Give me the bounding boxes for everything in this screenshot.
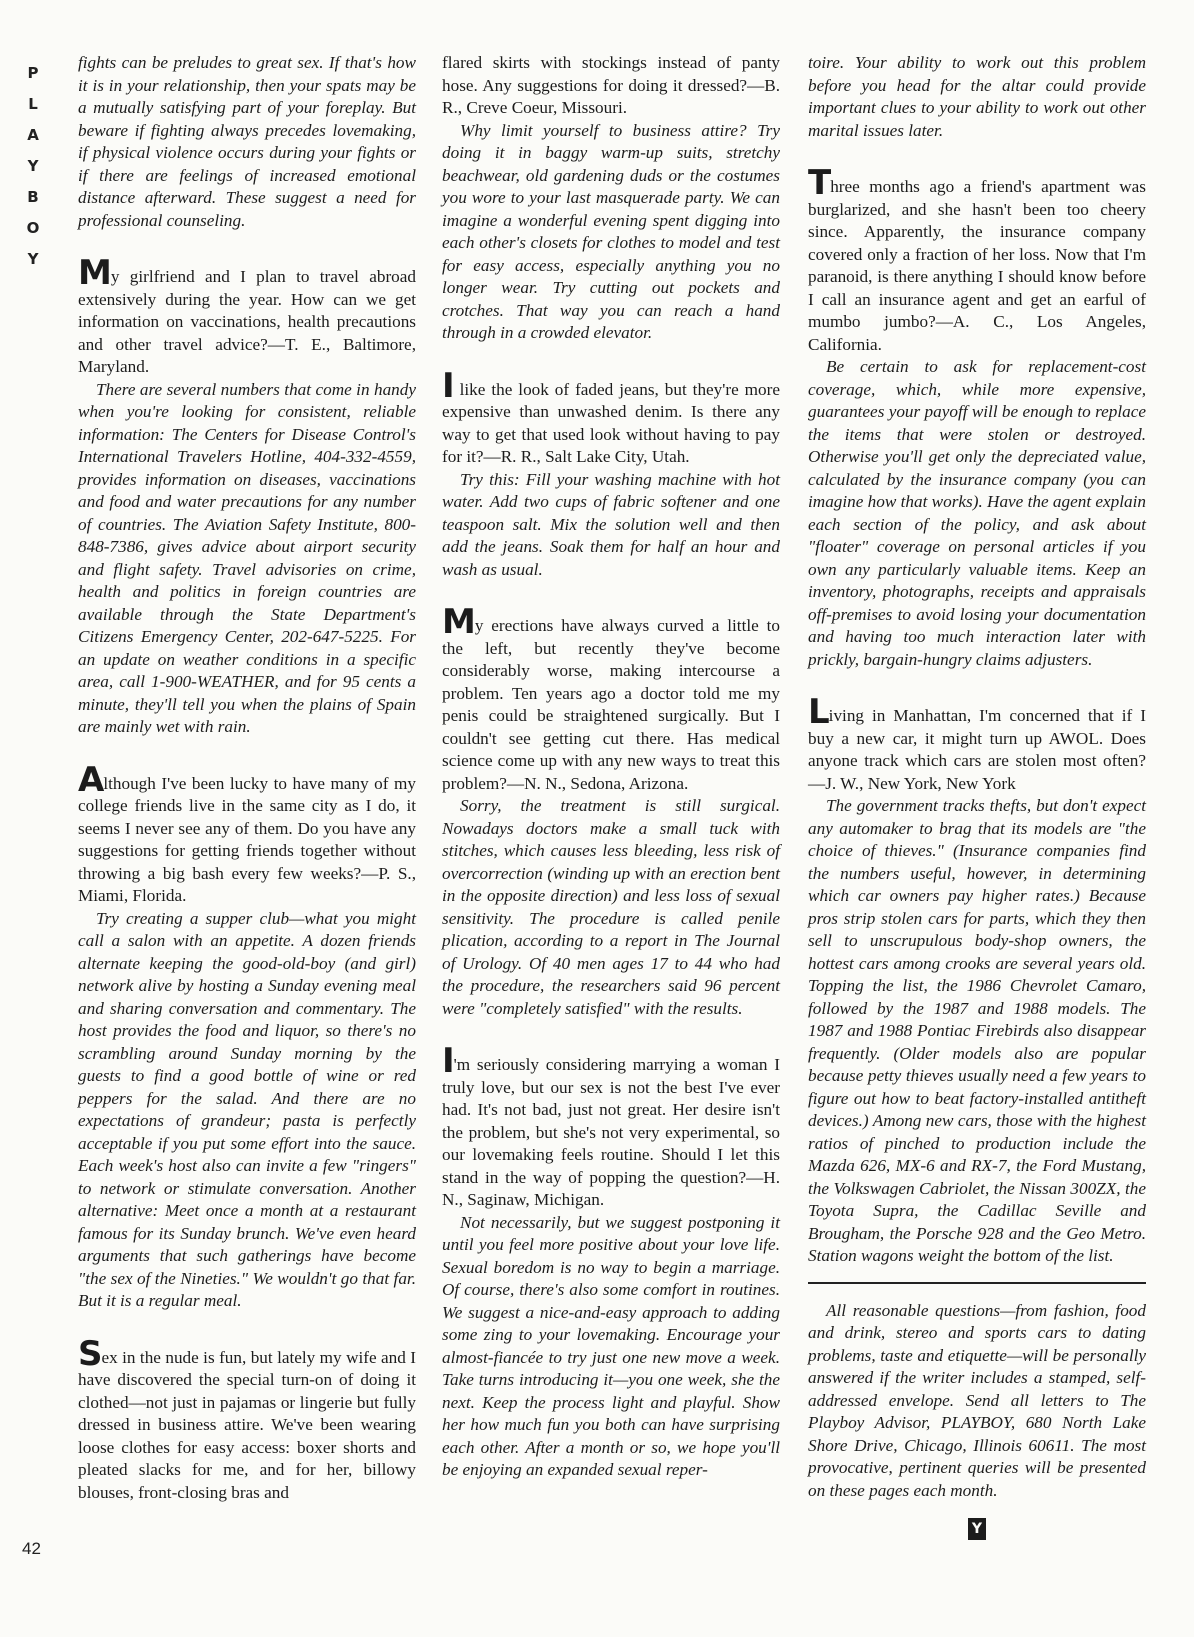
answer-text: Sorry, the treatment is still surgical. Nowadays doctors make a small tuck with stitches, which causes less bleeding, less risk of overcorrection (winding up with an erection bent in the opposite direction) and less loss of sexual sensitivity. The procedure is called penile plication, according to a report in The Journal of Urology. Of 40 men ages 17 to 44 who had the procedure, the researchers said 96 percent were "completely satisfied" with the results. (442, 796, 780, 1018)
rabbit-logo-icon: Y (968, 1518, 986, 1540)
question-body: like the look of faded jeans, but they're more expensive than unwashed denim. Is there any way to get that used look without having to pay for it?—R. R., Salt Lake City, Utah. (442, 379, 780, 466)
drop-cap: T (808, 163, 831, 203)
question-body: y erections have always curved a little to the left, but recently they've become considerably worse, making intercourse a problem. Ten years ago a doctor told me my penis could be straightened surgically. But I couldn't see getting cut there. Has medical science come up with any new ways to treat this problem?—N. N., Sedona, Arizona. (442, 616, 780, 793)
question-text (78, 759, 416, 908)
question-body: hree months ago a friend's apartment was burglarized, and she hasn't been too cheery since. Apparently, the insurance company covered only a fraction of her loss. Now that I'm paranoid, is there anything I should know before I call an insurance agent and get an earful of mumbo jumbo?—A. C., Los Angeles, California. (808, 177, 1146, 354)
answer-text: fights can be preludes to great sex. If that's how it is in your relationship, then your spats may be a mutually satisfying part of your foreplay. But beware if fighting always precedes lovemaking, if physical violence occurs during your fights or if there are feelings of increased emotional distance afterward. These suggest a need for professional counseling. (78, 53, 416, 230)
question-body: lthough I've been lucky to have many of my college friends live in the same city as I do, it seems I never see any of them. Do you have any suggestions for getting friends together without throwing a big bash every few weeks?—P. S., Miami, Florida. (78, 773, 416, 905)
answer-text: Try creating a supper club—what you might call a salon with an appetite. A dozen friends alternate keeping the good-old-boy (and girl) network alive by hosting a Sunday evening meal and sharing conversation and commentary. The host provides the food and liquor, so there's no scrambling around Sunday morning by the guests to find a good bottle of wine or red peppers for the salad. And there are no expectations of grandeur; pasta is perfectly acceptable if you put some effort into the sauce. Each week's host also can invite a few "ringers" to network or stimulate conversation. Another alternative: Meet once a month at a restaurant famous for its Sunday brunch. We've even heard arguments that such gatherings have become "the sex of the Nineties." We wouldn't go that far. But it is a regular meal. (78, 908, 416, 1310)
question-body: y girlfriend and I plan to travel abroad extensively during the year. How can we get information on vaccinations, health precautions and other travel advice?—T. E., Baltimore, Maryland. (78, 267, 416, 376)
question-text (808, 692, 1146, 795)
drop-cap: I (442, 365, 454, 406)
side-letter: L (28, 95, 38, 113)
question-body: 'm seriously considering marrying a woman I truly love, but our sex is not the best I've ever had. It's not bad, just not great. Her desire isn't the problem, but she's not very experimental, so our lovemaking feels routine. Should I let this stand in the way of popping the question?—H. N., Saginaw, Michigan. (442, 1055, 780, 1209)
drop-cap: M (442, 602, 475, 642)
question-text (78, 253, 416, 379)
advisor-footer-note: All reasonable questions—from fashion, food and drink, stereo and sports cars to dating problems, taste and etiquette—will be personally answered if the writer includes a stamped, self-addressed envelope. Send all letters to The Playboy Advisor, PLAYBOY, 680 North Lake Shore Drive, Chicago, Illinois 60611. The most provocative, pertinent queries will be presented on these pages each month. (808, 1300, 1146, 1500)
column-2 (442, 52, 780, 1482)
answer-text: toire. Your ability to work out this problem before you head for the altar could provide important clues to your ability to work out other marital issues later. (808, 53, 1146, 140)
section-divider (808, 1282, 1146, 1284)
question-text: flared skirts with stockings instead of panty hose. Any suggestions for doing it dressed?—B. R., Creve Coeur, Missouri. (442, 53, 780, 117)
drop-cap: A (78, 759, 104, 800)
question-text (442, 365, 780, 469)
side-letter: O (26, 219, 40, 237)
side-letter: P (27, 64, 39, 82)
side-letter: B (27, 188, 39, 206)
drop-cap: I (442, 1041, 454, 1081)
page-number: 42 (22, 1539, 41, 1558)
drop-cap: S (78, 1333, 102, 1374)
answer-text: Why limit yourself to business attire? Try doing it in baggy warm-up suits, stretchy beachwear, old gardening duds or the costumes you wore to your last masquerade party. We can imagine a wonderful evening spent digging into each other's closets for clothes to model and test for easy access, especially anything you no longer wear. Try cutting out pockets and crotches. That way you can reach a hand through in a crowded elevator. (442, 120, 780, 342)
answer-text: Try this: Fill your washing machine with hot water. Add two cups of fabric softener and one teaspoon salt. Mix the solution well and then add the jeans. Soak them for half an hour and wash as usual. (442, 469, 780, 579)
side-letter: Y (27, 157, 39, 175)
side-letter: Y (27, 250, 39, 268)
answer-text: There are several numbers that come in handy when you're looking for consistent, reliable information: The Centers for Disease Control's International Travelers Hotline, 404-332-4559, provides information on diseases, vaccinations and food and water precautions for any number of countries. The Aviation Safety Institute, 800-848-7386, gives advice about airport security and flight safety. Travel advisories on crime, health and politics in foreign countries are available through the State Department's Citizens Emergency Center, 202-647-5225. For an update on weather conditions in a specific area, call 1-900-WEATHER, and for 95 cents a minute, they'll tell you when the plains of Spain are mainly wet with rain. (78, 379, 416, 736)
drop-cap: L (808, 692, 829, 732)
drop-cap: M (78, 253, 111, 293)
side-letter: A (27, 126, 39, 144)
answer-text: Not necessarily, but we suggest postponing it until you feel more positive about your love life. Sexual boredom is no way to begin a marriage. Of course, there's also some comfort in routines. We suggest a nice-and-easy approach to adding some zing to your lovemaking. Encourage your almost-fiancée to try just one new move a week. Take turns introducing it—you one week, she the next. Keep the process light and playful. Show her how much fun you both can have surprising each other. After a month or so, we hope you'll be enjoying an expanded sexual reper- (442, 1212, 780, 1479)
question-text (442, 602, 780, 795)
question-body: ex in the nude is fun, but lately my wife and I have discovered the special turn-on of doing it clothed—not just in pajamas or lingerie but fully dressed in business attire. We've been wearing loose clothes for easy access: boxer shorts and pleated slacks for me, and for her, billowy blouses, front-closing bras and (78, 1347, 416, 1502)
question-body: iving in Manhattan, I'm concerned that if I buy a new car, it might turn up AWOL. Does anyone track which cars are stolen most often?—J. W., New York, New York (808, 706, 1146, 793)
question-text (442, 1041, 780, 1212)
question-text (808, 163, 1146, 356)
question-text (78, 1333, 416, 1505)
column-1 (78, 52, 416, 1504)
answer-text: Be certain to ask for replacement-cost coverage, which, while more expensive, guarantees your payoff will be enough to replace the items that were stolen or destroyed. Otherwise you'll get only the depreciated value, calculated by the insurance company (you can imagine how that works). Have the agent explain each section of the policy, and ask about "floater" coverage on personal articles if you own any particularly valuable items. Keep an inventory, photographs, receipts and appraisals off-premises to avoid losing your documentation and having too much interaction later with prickly, bargain-hungry claims adjusters. (808, 357, 1146, 669)
magazine-side-label (22, 58, 44, 275)
answer-text: The government tracks thefts, but don't expect any automaker to brag that its models are "the choice of thieves." (Insurance companies find the numbers useful, however, in determining which car owners pay higher rates.) Because pros strip stolen cars for parts, which they then sell to unscrupulous body-shop owners, the hottest cars among crooks are several years old. Topping the list, the 1986 Chevrolet Camaro, followed by the 1987 and 1988 models. The 1987 and 1988 Pontiac Firebirds also disappear frequently. (Older models also are popular because petty thieves usually need a few years to figure out how to beat factory-installed antitheft devices.) Among new cars, those with the highest ratios of pinched to production include the Mazda 626, MX-6 and RX-7, the Ford Mustang, the Volkswagen Cabriolet, the Nissan 300ZX, the Toyota Supra, the Cadillac Seville and Brougham, the Porsche 928 and the Geo Metro. Station wagons weight the bottom of the list. (808, 796, 1146, 1265)
column-3 (808, 52, 1146, 1540)
